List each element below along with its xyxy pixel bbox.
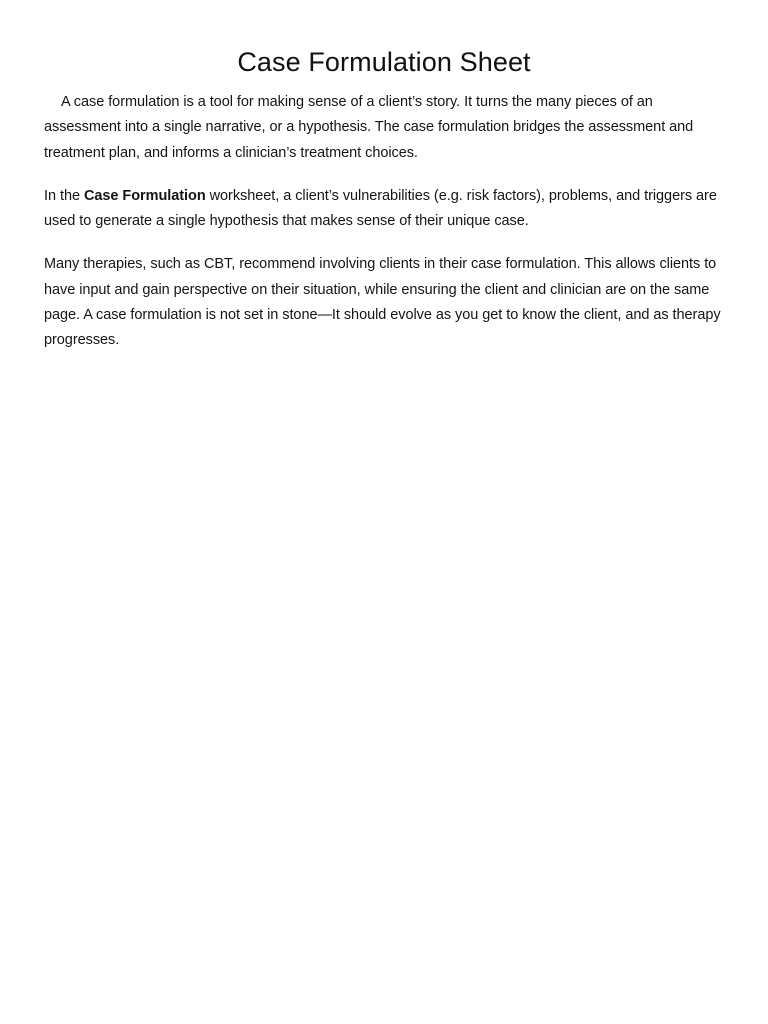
worksheet-paragraph bbox=[44, 184, 724, 235]
therapy-paragraph: Many therapies, such as CBT, recommend involving clients in their case formulation. This allows clients to have input and gain perspective on their situation, while ensuring the client and clinician are on the same page. A case formulation is not set in stone—It should evolve as you get to know the client, and as therapy progresses. bbox=[44, 256, 721, 349]
worksheet-paragraph-prefix: In the bbox=[44, 187, 84, 204]
page-title: Case Formulation Sheet bbox=[237, 47, 531, 77]
worksheet-name-bold: Case Formulation bbox=[83, 187, 206, 204]
intro-paragraph: A case formulation is a tool for making sense of a client’s story. It turns the many pieces of an assessment into a single narrative, or a hypothesis. The case formulation bridges the assessment and treatment plan, and informs a clinician’s treatment choices. bbox=[44, 94, 694, 161]
worksheet-paragraph-suffix: worksheet, a client’s vulnerabilities (e.g. risk factors), problems, and triggers are used to generate a single hypothesis that makes sense of their unique case. bbox=[44, 187, 717, 230]
